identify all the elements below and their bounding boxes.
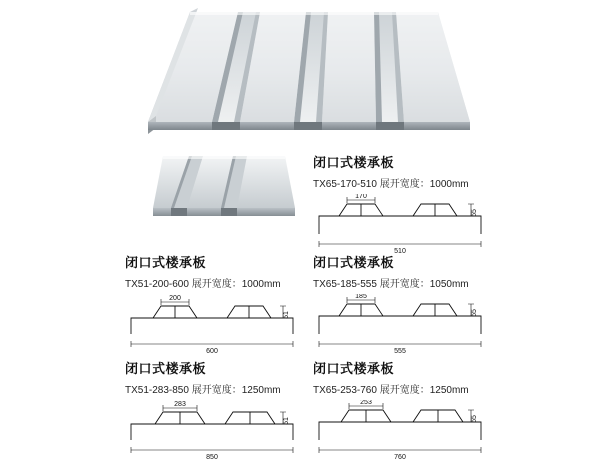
dim-top-width: 200 xyxy=(169,295,181,302)
panel-spec-label: 展开宽度： xyxy=(379,179,430,190)
product-panel-tx51-200-600 xyxy=(125,252,300,356)
panel-spec-value: 1000mm xyxy=(241,279,281,290)
dim-height: 51 xyxy=(283,417,290,425)
panel-spec-label: 展开宽度： xyxy=(191,279,242,290)
dim-top-width: 283 xyxy=(174,401,186,408)
panel-model: TX65-170-510 xyxy=(313,179,377,190)
panel-subtitle xyxy=(125,275,300,290)
panel-drawing xyxy=(313,294,488,356)
dim-top-width: 170 xyxy=(355,194,367,200)
panel-spec-label: 展开宽度： xyxy=(379,279,430,290)
dim-total-width: 600 xyxy=(206,348,218,355)
dim-height: 65 xyxy=(471,415,478,423)
panel-title: 闭口式楼承板 xyxy=(313,361,395,376)
panel-drawing xyxy=(125,294,300,356)
panel-subtitle xyxy=(313,381,488,396)
panel-spec-label: 展开宽度： xyxy=(379,385,430,396)
dim-top-width: 185 xyxy=(355,294,367,300)
panel-model: TX51-200-600 xyxy=(125,279,189,290)
dim-total-width: 760 xyxy=(394,454,406,461)
dim-total-width: 555 xyxy=(394,348,406,355)
panel-title: 闭口式楼承板 xyxy=(313,155,395,170)
decking-product-photo xyxy=(130,4,470,134)
panel-spec-value: 1250mm xyxy=(429,385,469,396)
panel-drawing xyxy=(313,194,488,256)
dim-height: 65 xyxy=(471,209,478,217)
panel-spec-value: 1050mm xyxy=(429,279,469,290)
panel-title: 闭口式楼承板 xyxy=(313,255,395,270)
dim-top-width: 253 xyxy=(360,400,372,406)
dim-total-width: 510 xyxy=(394,248,406,255)
product-panel-tx65-253-760 xyxy=(313,358,488,462)
panel-spec-value: 1000mm xyxy=(429,179,469,190)
panel-title: 闭口式楼承板 xyxy=(125,361,207,376)
dim-height: 51 xyxy=(283,311,290,319)
dim-total-width: 850 xyxy=(206,454,218,461)
panel-spec-value: 1250mm xyxy=(241,385,281,396)
decking-profile-photo xyxy=(145,150,295,225)
panel-subtitle xyxy=(125,381,300,396)
panel-subtitle xyxy=(313,275,488,290)
panel-drawing xyxy=(313,400,488,462)
panel-spec-label: 展开宽度： xyxy=(191,385,242,396)
product-panel-tx65-185-555 xyxy=(313,252,488,356)
product-panel-tx65-170-510 xyxy=(313,152,488,256)
panel-model: TX51-283-850 xyxy=(125,385,189,396)
panel-subtitle xyxy=(313,175,488,190)
panel-model: TX65-185-555 xyxy=(313,279,377,290)
product-panel-tx51-283-850 xyxy=(125,358,300,462)
panel-title: 闭口式楼承板 xyxy=(125,255,207,270)
dim-height: 65 xyxy=(471,309,478,317)
panel-drawing xyxy=(125,400,300,462)
panel-model: TX65-253-760 xyxy=(313,385,377,396)
